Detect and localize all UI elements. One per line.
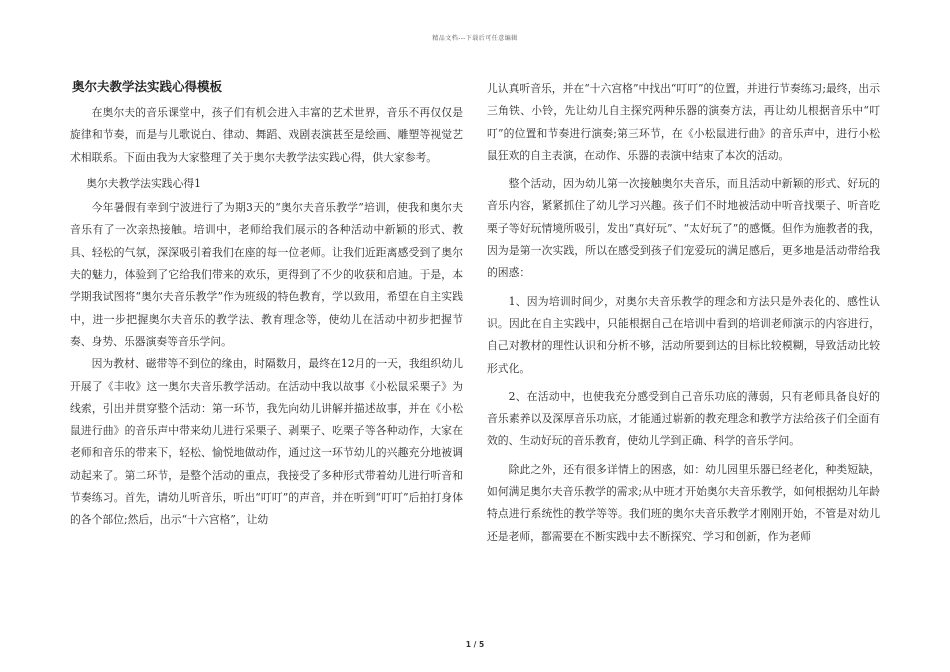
right-column bbox=[487, 78, 880, 548]
section-subtitle: 奥尔夫教学法实践心得1 bbox=[86, 176, 202, 190]
document-title: 奥尔夫教学法实践心得模板 bbox=[72, 79, 223, 94]
paragraph: 今年暑假有幸到宁波进行了为期3天的“奥尔夫音乐教学”培训，使我和奥尔夫音乐有了一次亲热接触。培训中，老师给我们展示的各种活动中新颖的形式、教具、轻松的气氛，深深吸引着我们在座的每一位老师。让我们近距离感受到了奥尔夫的魅力，体验到了它给我们带来的欢乐，更得到了不少的收获和启迪。于是，本学期我试图将“奥尔夫音乐教学”作为班级的特色教育，学以致用，希望在自主实践中，进一步把握奥尔夫音乐的教学法、教育理念等，使幼儿在活动中初步把握节奏、身势、乐器演奏等音乐学问。 bbox=[70, 201, 463, 348]
paragraph: 因为教材、磁带等不到位的缘由，时隔数月，最终在12月的一天，我组织幼儿开展了《丰收》这一奥尔夫音乐教学活动。在活动中我以故事《小松鼠采栗子》为线索，引出并贯穿整个活动：第一环节，我先向幼儿讲解并描述故事，并在《小松鼠进行曲》的音乐声中带来幼儿进行采栗子、剥栗子、吃栗子等各种动作，大家在老师和音乐的带来下，轻松、愉悦地做动作，通过这一环节幼儿的兴趣充分地被调动起来了。第二环节，是整个活动的重点，我接受了多种形式带着幼儿进行听音和节奏练习。首先，请幼儿听音乐，听出“叮叮”的声音，并在听到“叮叮”后拍打身体的各个部位;然后，出示“十六宫格”，让幼 bbox=[70, 357, 463, 527]
left-column bbox=[70, 78, 463, 532]
paragraph: 在奥尔夫的音乐课堂中，孩子们有机会进入丰富的艺术世界，音乐不再仅仅是旋律和节奏，而是与儿歌说白、律动、舞蹈、戏剧表演甚至是绘画、雕塑等视觉艺术相联系。下面由我为大家整理了关于奥尔夫教学法实践心得，供大家参考。 bbox=[70, 106, 463, 164]
paragraph: 2、在活动中，也使我充分感受到自己音乐功底的薄弱，只有老师具备良好的音乐素养以及深厚音乐功底，才能通过崭新的教充理念和教学方法给孩子们全面有效的、生动好玩的音乐教育，使幼儿学到正确、科学的音乐学问。 bbox=[487, 389, 880, 448]
paragraph: 整个活动，因为幼儿第一次接触奥尔夫音乐，而且活动中新颖的形式、好玩的音乐内容，紧紧抓住了幼儿学习兴趣。孩子们不时地被活动中听音找栗子、听音吃栗子等好玩情境所吸引，发出“真好玩”、“太好玩了”的感慨。但作为施教者的我，因为是第一次实践，所以在感受到孩子们宠爱玩的满足感后，更多地是活动带给我的困惑： bbox=[487, 177, 880, 280]
page-header: 精品文档---下载后可任意编辑 bbox=[432, 35, 518, 42]
page-number: 1 / 5 bbox=[465, 640, 485, 649]
paragraph: 1、因为培训时间少，对奥尔夫音乐教学的理念和方法只是外表化的、感性认识。因此在自主实践中，只能根据自己在培训中看到的培训老师演示的内容进行，自己对教材的理性认识和分析不够，活动所要到达的目标比较模糊，导致活动比较形式化。 bbox=[487, 294, 880, 375]
paragraph: 儿认真听音乐，并在“十六宫格”中找出“叮叮”的位置，并进行节奏练习;最终，出示三角铁、小铃，先让幼儿自主探究两种乐器的演奏方法，再让幼儿根据音乐中“叮叮”的位置和节奏进行演奏;第三环节，在《小松鼠进行曲》的音乐声中，进行小松鼠狂欢的自主表演，在动作、乐器的表演中结束了本次的活动。 bbox=[487, 82, 880, 162]
paragraph: 除此之外，还有很多详情上的困惑，如：幼儿园里乐器已经老化，种类短缺，如何满足奥尔夫音乐教学的需求;从中班才开始奥尔夫音乐教学，如何根据幼儿年龄特点进行系统性的教学等等。我们班的奥尔夫音乐教学才刚刚开始，不管是对幼儿还是老师，都需要在不断实践中去不断探究、学习和创新，作为老师 bbox=[487, 462, 880, 543]
